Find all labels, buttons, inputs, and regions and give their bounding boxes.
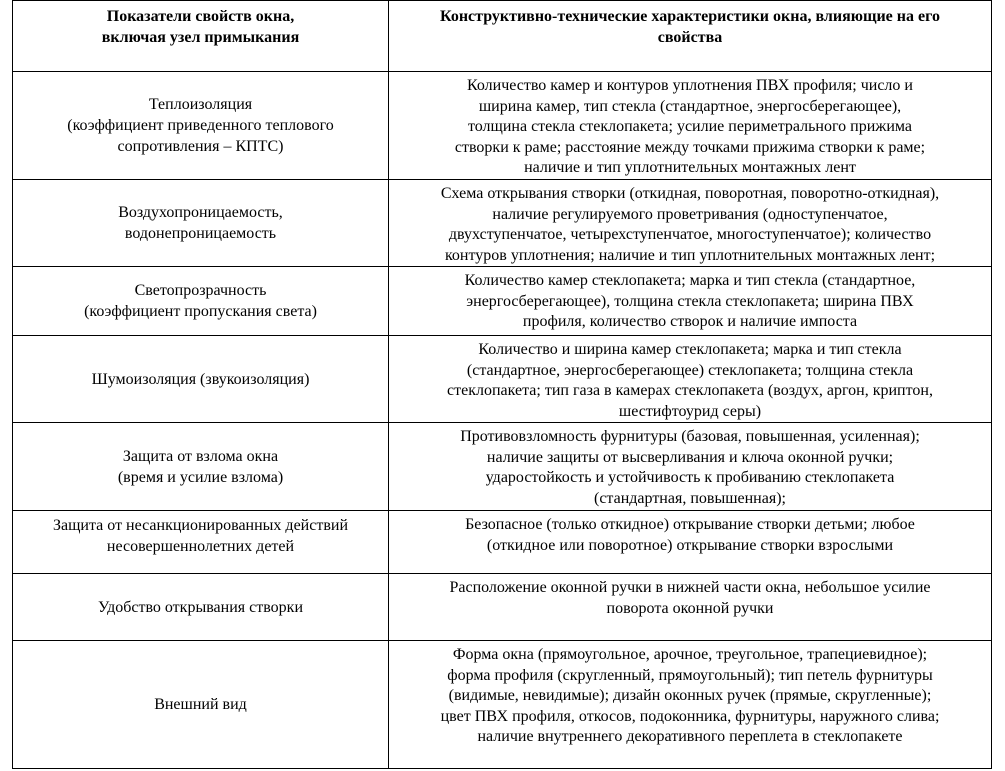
- window-properties-table: [12, 0, 992, 769]
- characteristics-cell: Количество и ширина камер стеклопакета; марка и тип стекла (стандартное, энергосберегающее) стеклопакета; толщина стекла стеклопакета; тип газа в камерах стеклопакета (воздух, аргон, криптон, шестифтоурид серы): [389, 336, 992, 423]
- property-cell: Светопрозрачность (коэффициент пропускания света): [13, 267, 389, 336]
- header-characteristics: Конструктивно-технические характеристики окна, влияющие на его свойства: [389, 1, 992, 72]
- property-cell: Воздухопроницаемость, водонепроницаемость: [13, 180, 389, 267]
- header-properties: Показатели свойств окна, включая узел примыкания: [13, 1, 389, 72]
- table-row: [13, 641, 992, 769]
- table-row: [13, 423, 992, 511]
- characteristics-cell: Противовзломность фурнитуры (базовая, повышенная, усиленная); наличие защиты от высверливания и ключа оконной ручки; ударостойкость и устойчивость к пробиванию стеклопакета (стандартная, повышенная);: [389, 423, 992, 511]
- characteristics-cell: Расположение оконной ручки в нижней части окна, небольшое усилие поворота оконной ручки: [389, 574, 992, 641]
- property-cell: Шумоизоляция (звукоизоляция): [13, 336, 389, 423]
- property-cell: Защита от взлома окна (время и усилие взлома): [13, 423, 389, 511]
- table-row: [13, 267, 992, 336]
- characteristics-cell: Форма окна (прямоугольное, арочное, треугольное, трапециевидное); форма профиля (скругленный, прямоугольный); тип петель фурнитуры (видимые, невидимые); дизайн оконных ручек (прямые, скругленные); цвет ПВХ профиля, откосов, подоконника, фурнитуры, наружного слива; наличие внутреннего декоративного переплета в стеклопакете: [389, 641, 992, 769]
- characteristics-cell: Безопасное (только откидное) открывание створки детьми; любое (откидное или поворотное) открывание створки взрослыми: [389, 511, 992, 574]
- table-row: [13, 511, 992, 574]
- table-row: [13, 574, 992, 641]
- table-row: [13, 180, 992, 267]
- property-cell: Внешний вид: [13, 641, 389, 769]
- table-row: [13, 336, 992, 423]
- characteristics-cell: Количество камер и контуров уплотнения ПВХ профиля; число и ширина камер, тип стекла (стандартное, энергосберегающее), толщина стекла стеклопакета; усилие периметрального прижима створки к раме; расстояние между точками прижима створки к раме; наличие и тип уплотнительных монтажных лент: [389, 72, 992, 180]
- characteristics-cell: Количество камер стеклопакета; марка и тип стекла (стандартное, энергосберегающее), толщина стекла стеклопакета; ширина ПВХ профиля, количество створок и наличие импоста: [389, 267, 992, 336]
- table-row: [13, 72, 992, 180]
- property-cell: Удобство открывания створки: [13, 574, 389, 641]
- property-cell: Защита от несанкционированных действий несовершеннолетних детей: [13, 511, 389, 574]
- property-cell: Теплоизоляция (коэффициент приведенного теплового сопротивления – КПТС): [13, 72, 389, 180]
- table-header-row: [13, 1, 992, 72]
- characteristics-cell: Схема открывания створки (откидная, поворотная, поворотно-откидная), наличие регулируемого проветривания (одноступенчатое, двухступенчатое, четырехступенчатое, многоступенчатое); количество контуров уплотнения; наличие и тип уплотнительных монтажных лент;: [389, 180, 992, 267]
